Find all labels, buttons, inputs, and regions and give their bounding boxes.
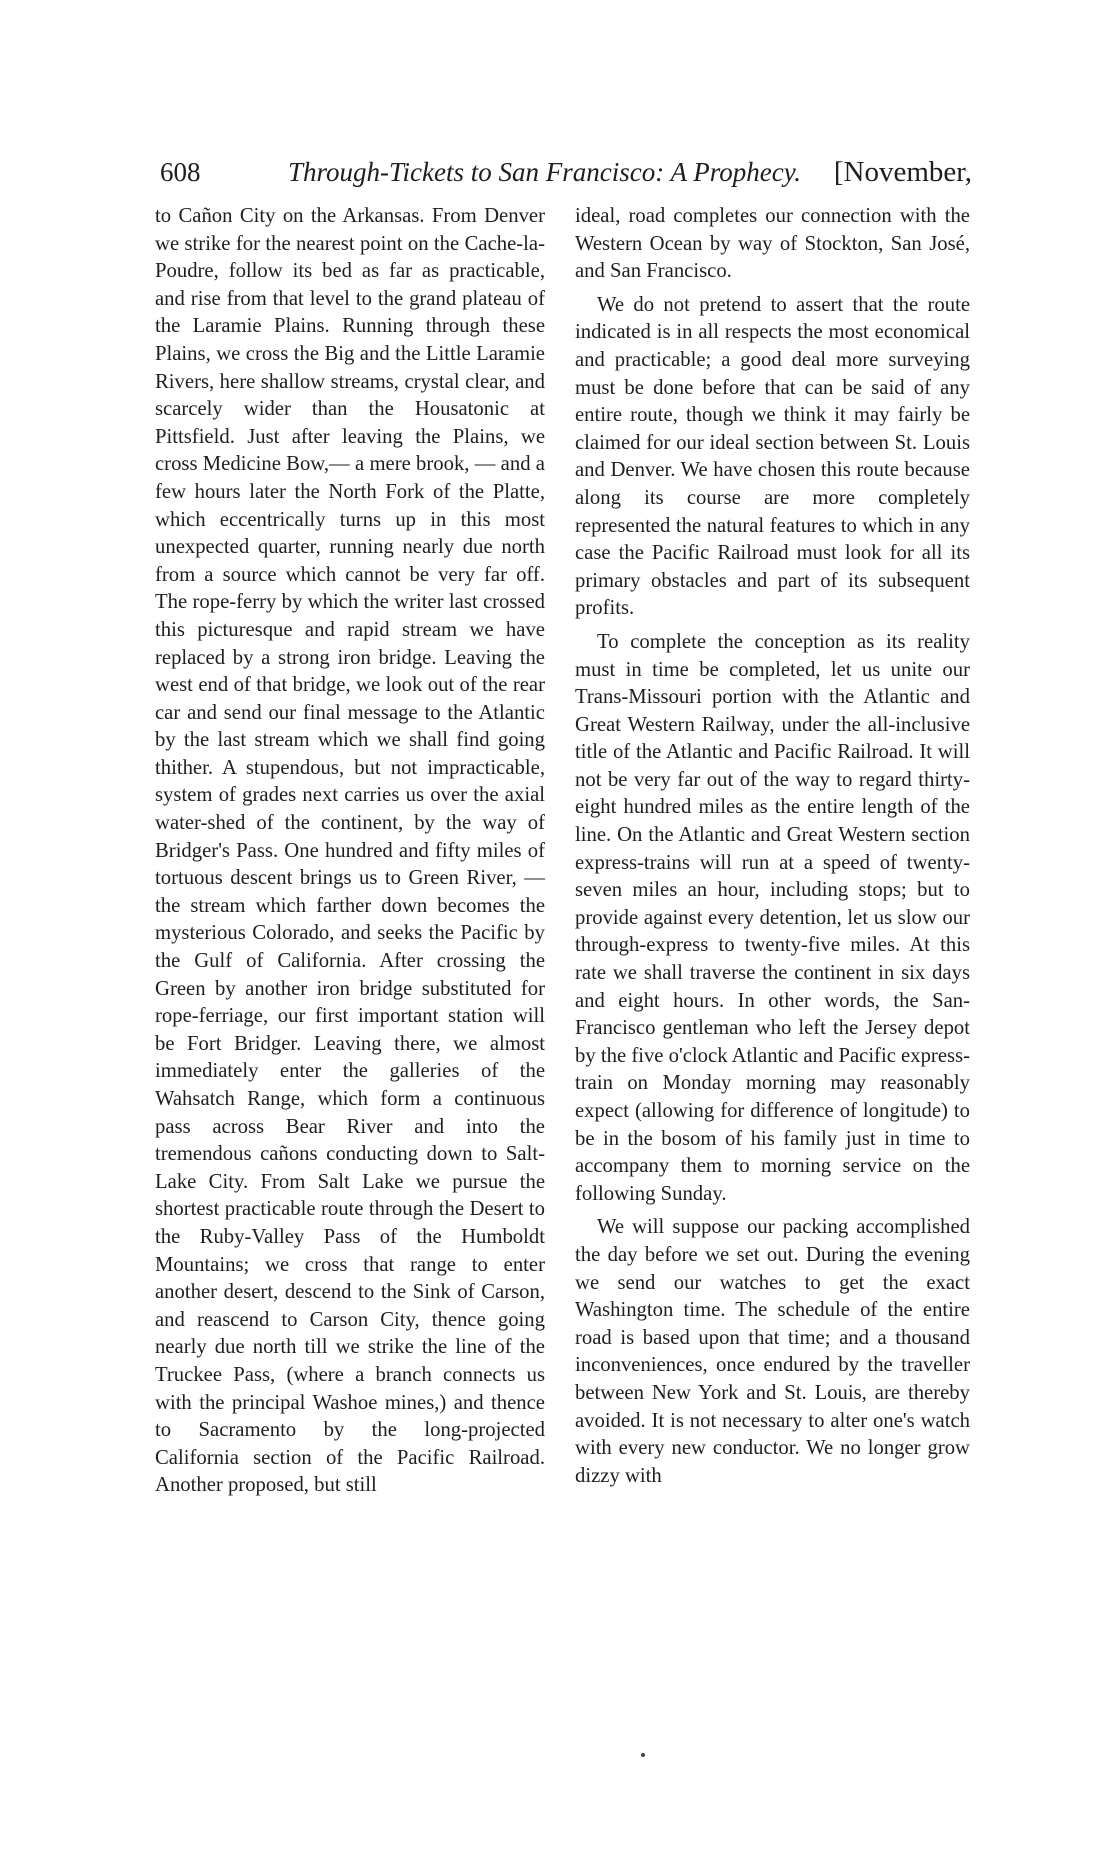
right-column (575, 203, 970, 1490)
right-paragraph-3: To complete the conception as its reality must in time be completed, let us unite our Trans-Missouri portion with the Atlantic and Great Western Railway, under the all-inclusive title of the Atlantic and Pacific Railroad. It will not be very far out of the way to regard thirty-eight hundred miles as the entire length of the line. On the Atlantic and Great Western section express-trains will run at a speed of twenty-seven miles an hour, including stops; but to provide against every detention, let us slow our through-express to twenty-five miles. At this rate we shall traverse the continent in six days and eight hours. In other words, the San-Francisco gentleman who left the Jersey depot by the five o'clock Atlantic and Pacific express-train on Monday morning may reasonably expect (allowing for difference of longitude) to be in the bosom of his family just in time to accompany them to morning service on the following Sunday. (575, 630, 970, 1205)
right-paragraph-2: We do not pretend to assert that the route indicated is in all respects the most economical and practicable; a good deal more surveying must be done before that can be said of any entire route, though we think it may fairly be claimed for our ideal section between St. Louis and Denver. We have chosen this route because along its course are more completely represented the natural features to which in any case the Pacific Railroad must look for all its primary obstacles and part of its subsequent profits. (575, 293, 970, 620)
running-title: Through-Tickets to San Francisco: A Prophecy. (288, 157, 801, 187)
page-speck (641, 1753, 645, 1757)
running-header (160, 152, 972, 192)
left-column (155, 203, 545, 1500)
right-paragraph-1: ideal, road completes our connection with the Western Ocean by way of Stockton, San José, and San Francisco. (575, 205, 970, 283)
right-paragraph-4: We will suppose our packing accomplished the day before we set out. During the evening we send our watches to get the exact Washington time. The schedule of the entire road is based upon that time; and a thousand inconveniences, once endured by the traveller between New York and St. Louis, are thereby avoided. It is not necessary to alter one's watch with every new conductor. We no longer grow dizzy with (575, 1216, 970, 1487)
issue-month: [November, (833, 156, 972, 188)
left-paragraph-1: to Cañon City on the Arkansas. From Denver we strike for the nearest point on the Cache-la-Poudre, follow its bed as far as practicable, and rise from that level to the grand plateau of the Laramie Plains. Running through these Plains, we cross the Big and the Little Laramie Rivers, here shallow streams, crystal clear, and scarcely wider than the Housatonic at Pittsfield. Just after leaving the Plains, we cross Medicine Bow,— a mere brook, — and a few hours later the North Fork of the Platte, which eccentrically turns up in this most unexpected quarter, running nearly due north from a source which cannot be very far off. The rope-ferry by which the writer last crossed this picturesque and rapid stream we have replaced by a strong iron bridge. Leaving the west end of that bridge, we look out of the rear car and send our final message to the Atlantic by the last stream which we shall find going thither. A stupendous, but not impracticable, system of grades next carries us over the axial water-shed of the continent, by the way of Bridger's Pass. One hundred and fifty miles of tortuous descent brings us to Green River, — the stream which farther down becomes the mysterious Colorado, and seeks the Pacific by the Gulf of California. After crossing the Green by another iron bridge substituted for rope-ferriage, our first important station will be Fort Bridger. Leaving there, we almost immediately enter the galleries of the Wahsatch Range, which form a continuous pass across Bear River and into the tremendous cañons conducting down to Salt-Lake City. From Salt Lake we pursue the shortest practicable route through the Desert to the Ruby-Valley Pass of the Humboldt Mountains; we cross that range to enter another desert, descend to the Sink of Carson, and reascend to Carson City, thence going nearly due north till we strike the line of the Truckee Pass, (where a branch connects us with the principal Washoe mines,) and thence to Sacramento by the long-projected California section of the Pacific Railroad. Another proposed, but still (155, 205, 545, 1497)
page-number: 608 (160, 157, 201, 187)
